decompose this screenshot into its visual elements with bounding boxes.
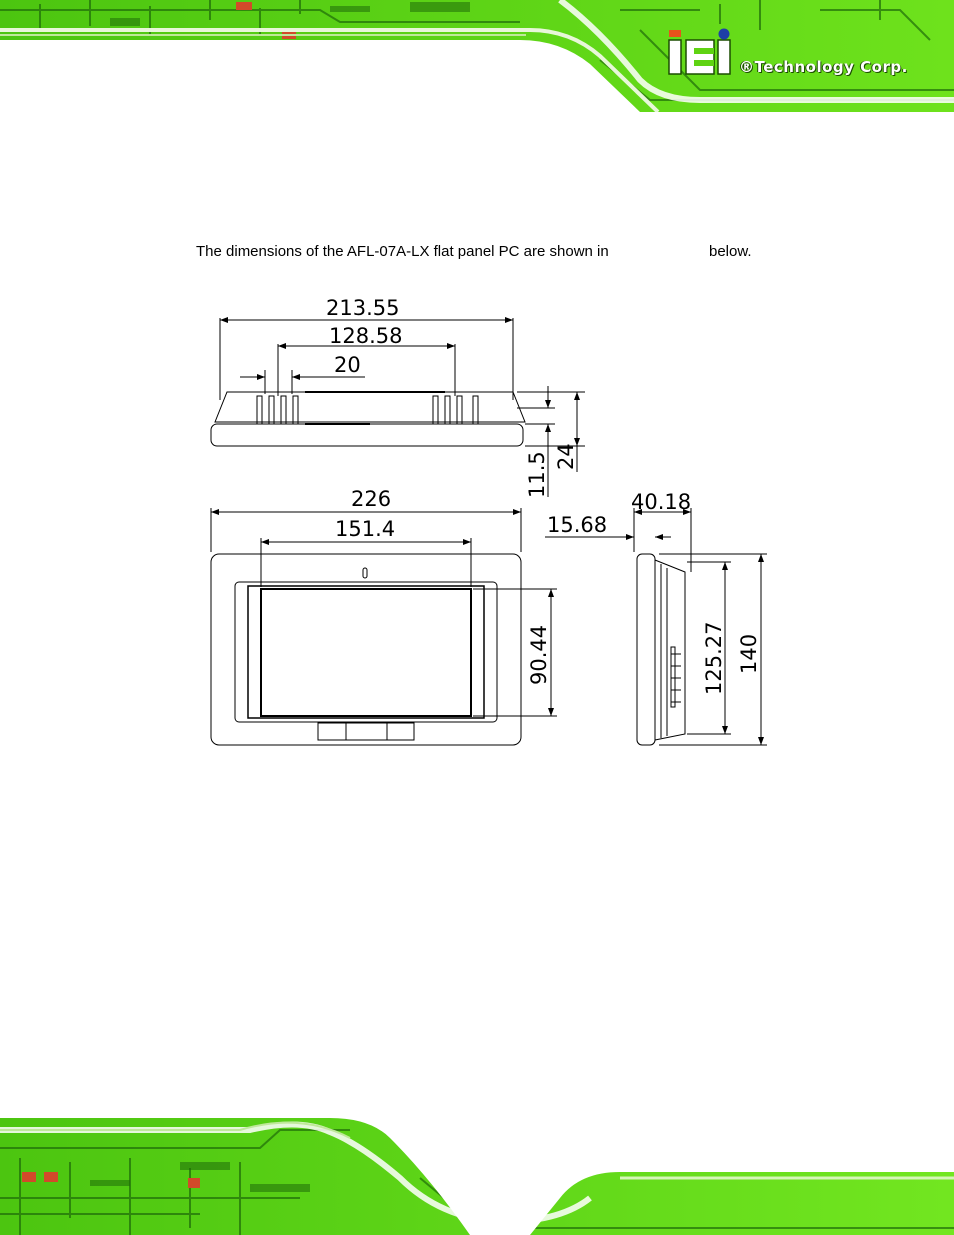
dim-label-overall-width-front: 226 xyxy=(351,487,392,511)
circuit-board-footer-graphic xyxy=(0,1118,954,1235)
iei-logo xyxy=(666,28,926,80)
dim-label-screen-width: 151.4 xyxy=(335,517,396,541)
dim-label-base-height: 11.5 xyxy=(525,451,549,498)
side-view xyxy=(545,508,767,745)
intro-text: The dimensions of the AFL-07A-LX flat panel PC are shown in xyxy=(196,243,609,260)
intro-text-end: below. xyxy=(709,243,752,260)
brand-text: ®Technology Corp. xyxy=(739,58,908,76)
footer-band xyxy=(0,1118,954,1235)
dim-label-side-depth: 40.18 xyxy=(631,490,692,514)
front-view xyxy=(211,508,557,745)
iei-logo-mark-icon xyxy=(666,28,738,80)
dim-label-connector-span: 128.58 xyxy=(329,324,403,348)
dimension-drawing xyxy=(195,282,775,762)
dim-label-inner-height: 125.27 xyxy=(702,621,726,695)
dim-label-screen-height: 90.44 xyxy=(527,624,551,685)
dim-label-bezel-depth: 15.68 xyxy=(547,513,608,537)
dim-label-overall-width-top: 213.55 xyxy=(326,296,400,320)
dim-label-overall-height: 140 xyxy=(737,633,761,674)
dim-label-connector-gap: 20 xyxy=(334,353,361,377)
header-band xyxy=(0,0,954,112)
dim-label-total-depth: 24 xyxy=(554,443,578,470)
